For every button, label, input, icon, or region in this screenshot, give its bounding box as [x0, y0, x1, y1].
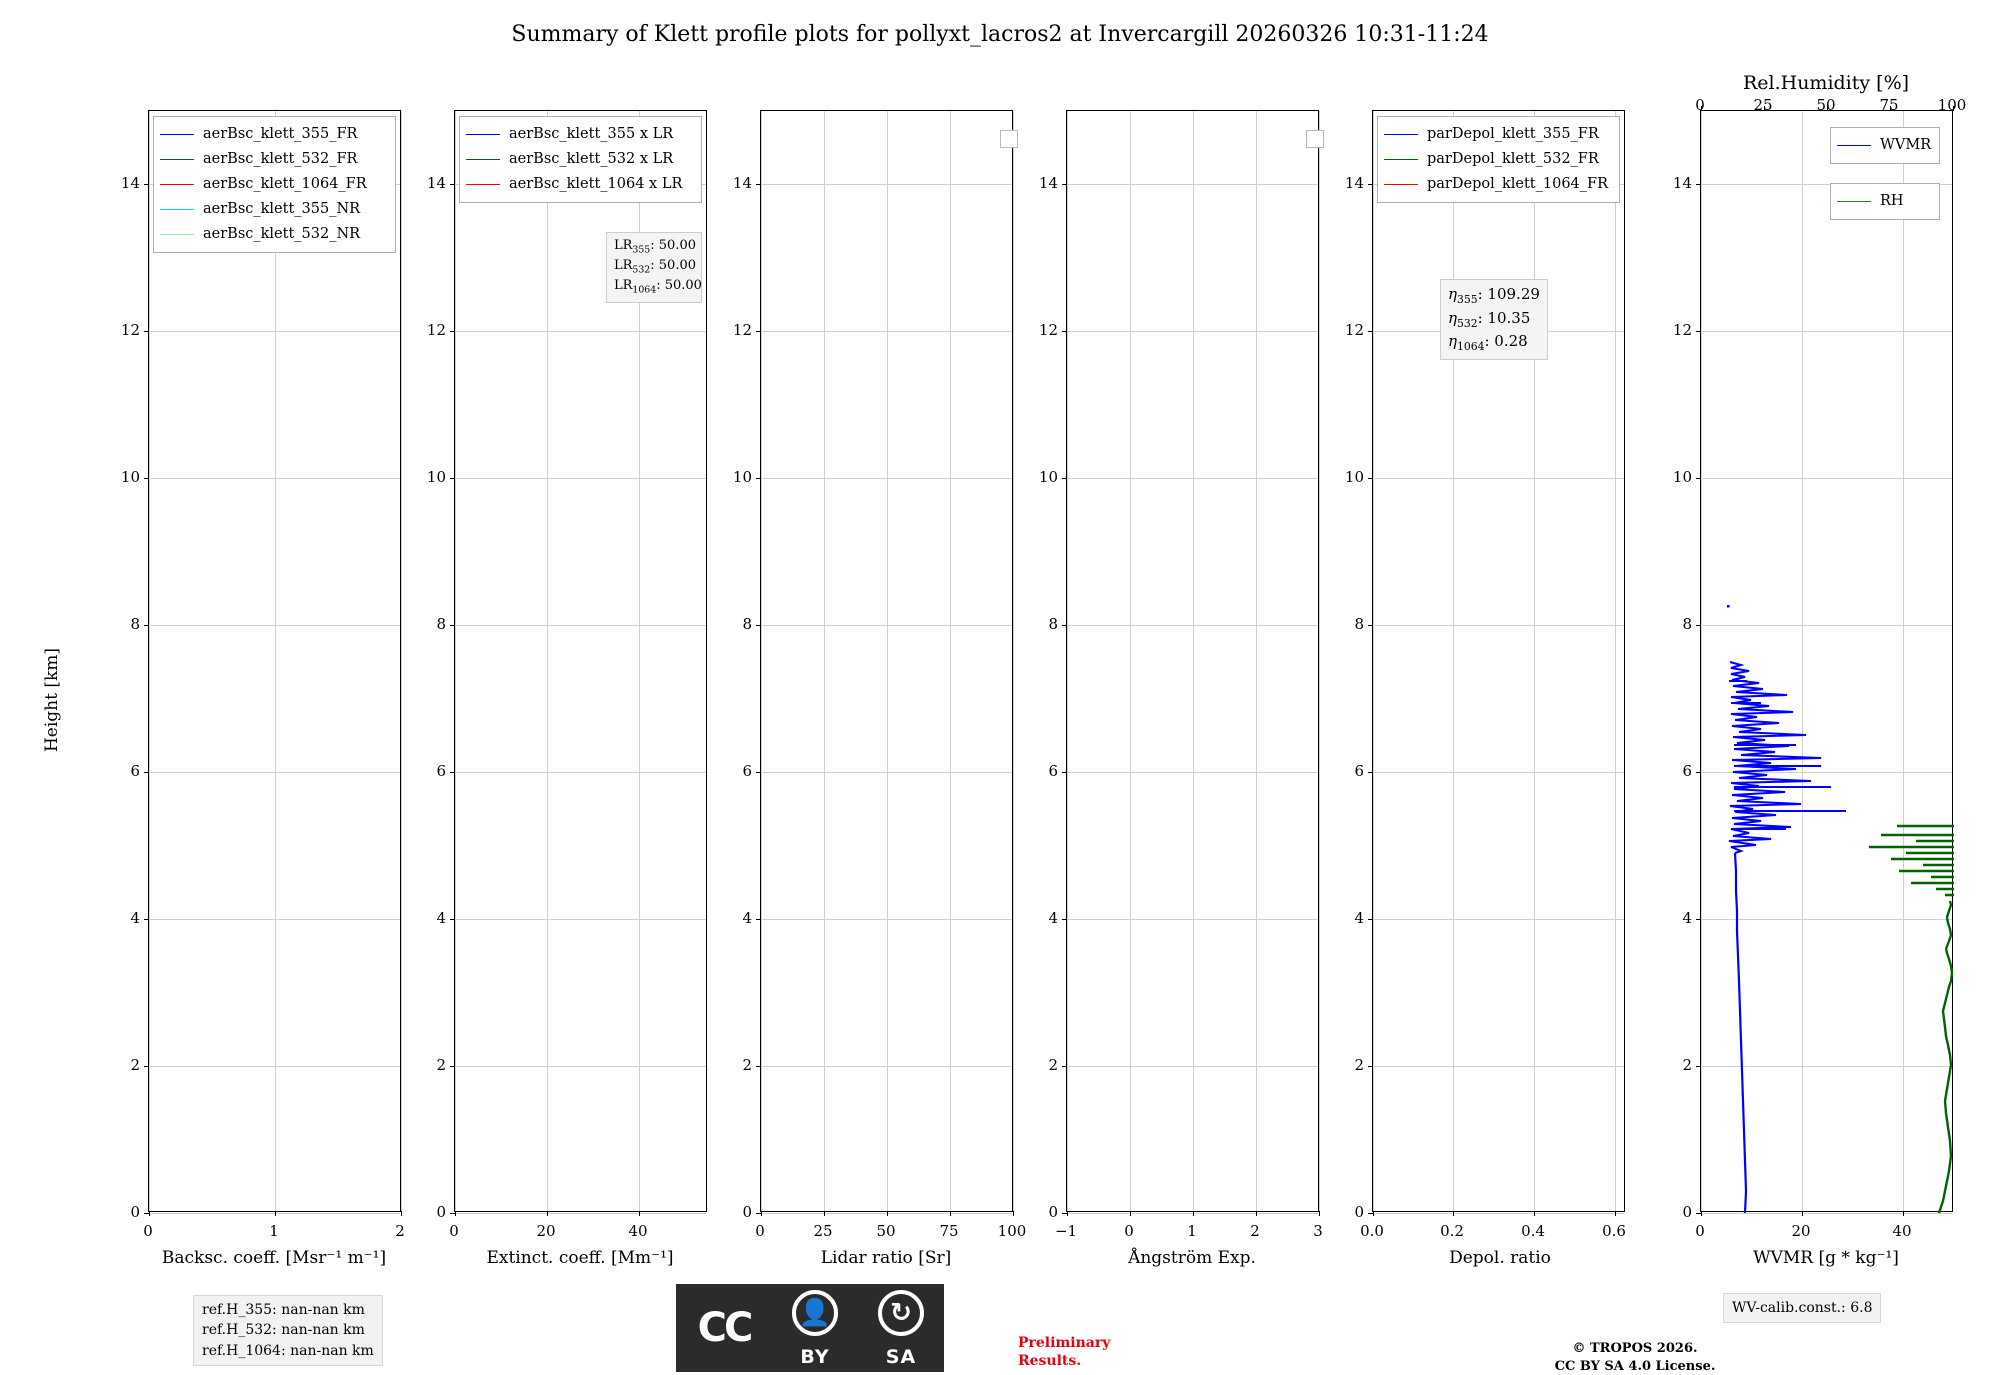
legend-line-icon: [1384, 184, 1418, 185]
y-tick-label: 4: [436, 909, 446, 927]
legend-item: [1384, 147, 1611, 172]
y-tick-label: 12: [426, 321, 446, 339]
x-tick-label: 40: [628, 1222, 648, 1240]
x-tick-label: 0.0: [1360, 1222, 1384, 1240]
legend-line-icon: [466, 159, 500, 160]
x-axis-label-extinction: Extinct. coeff. [Mm⁻¹]: [486, 1248, 674, 1268]
x-tick-label: 100: [997, 1222, 1027, 1240]
x-tick-label: 0: [449, 1222, 459, 1240]
y-tick-label: 6: [1354, 762, 1364, 780]
lidar-ratio-info-box: [606, 232, 702, 303]
y-tick-label: 2: [130, 1056, 140, 1074]
share-alike-icon: ↻: [878, 1290, 924, 1336]
legend-label: aerBsc_klett_532 x LR: [509, 151, 674, 168]
y-tick-label: 2: [742, 1056, 752, 1074]
y-tick-label: 8: [436, 615, 446, 633]
legend-label: WVMR: [1880, 137, 1932, 154]
y-tick-label: 12: [120, 321, 140, 339]
top-x-tick-label: 25: [1753, 96, 1773, 114]
preliminary-line-2: Results.: [1018, 1353, 1082, 1370]
x-tick-label: 20: [1791, 1222, 1811, 1240]
x-tick-label: 75: [939, 1222, 959, 1240]
y-tick-label: 12: [1038, 321, 1058, 339]
legend-line-icon: [160, 134, 194, 135]
x-tick-label: −1: [1054, 1222, 1078, 1240]
lr-532-value: $LR_{532}$: 50.00: [614, 258, 696, 276]
legend-label: parDepol_klett_355_FR: [1427, 126, 1599, 143]
y-tick-label: 10: [120, 468, 140, 486]
y-tick-label: 10: [1038, 468, 1058, 486]
legend-label: aerBsc_klett_355_FR: [203, 126, 358, 143]
legend-label: RH: [1880, 193, 1904, 210]
legend-backscatter: [153, 116, 396, 253]
top-x-tick-label: 100: [1937, 96, 1967, 114]
x-tick-label: 0: [755, 1222, 765, 1240]
top-x-tick-label: 0: [1695, 96, 1705, 114]
cc-terms: [772, 1284, 944, 1372]
y-tick-label: 14: [1038, 174, 1058, 192]
x-tick-label: 0.4: [1521, 1222, 1545, 1240]
preliminary-results-note: [1018, 1334, 1110, 1370]
y-tick-label: 8: [742, 615, 752, 633]
y-tick-label: 14: [1672, 174, 1692, 192]
y-tick-label: 10: [426, 468, 446, 486]
y-tick-label: 0: [130, 1203, 140, 1221]
x-tick-label: 0.6: [1602, 1222, 1626, 1240]
y-tick-label: 14: [120, 174, 140, 192]
y-tick-label: 0: [1682, 1203, 1692, 1221]
legend-item: [160, 147, 387, 172]
legend-label: aerBsc_klett_1064_FR: [203, 176, 367, 193]
y-tick-label: 8: [1682, 615, 1692, 633]
eta-355-value: $\eta_{355}$: 109.29: [1448, 285, 1540, 306]
y-tick-label: 10: [1344, 468, 1364, 486]
legend-item: [1837, 133, 1931, 158]
x-axis-label-depol-ratio: Depol. ratio: [1449, 1248, 1551, 1268]
copyright-line-2: CC BY SA 4.0 License.: [1554, 1358, 1716, 1374]
legend-label: aerBsc_klett_1064 x LR: [509, 176, 683, 193]
reference-heights-box: [193, 1295, 383, 1366]
x-tick-label: 40: [1892, 1222, 1912, 1240]
empty-legend-box-lidar-ratio: [1000, 130, 1018, 148]
panel-lidar-ratio: [760, 110, 1013, 1212]
legend-line-icon: [1837, 201, 1871, 202]
cc-sa-cell: [858, 1284, 944, 1372]
legend-line-icon: [1384, 159, 1418, 160]
legend-label: parDepol_klett_532_FR: [1427, 151, 1599, 168]
x-tick-label: 0.2: [1440, 1222, 1464, 1240]
legend-item: [160, 172, 387, 197]
x-tick-label: 0: [1124, 1222, 1134, 1240]
person-icon: 👤: [792, 1290, 838, 1336]
y-tick-label: 2: [1048, 1056, 1058, 1074]
legend-line-icon: [160, 184, 194, 185]
legend-label: aerBsc_klett_532_FR: [203, 151, 358, 168]
y-tick-label: 0: [1354, 1203, 1364, 1221]
ref-h-355: ref.H_355: nan-nan km: [202, 1302, 365, 1318]
x-axis-label-angstrom: Ångström Exp.: [1128, 1248, 1256, 1268]
y-tick-label: 6: [436, 762, 446, 780]
x-axis-label-wvmr: WVMR [g * kg⁻¹]: [1753, 1248, 1899, 1268]
y-tick-label: 10: [732, 468, 752, 486]
x-tick-label: 50: [876, 1222, 896, 1240]
legend-line-icon: [160, 159, 194, 160]
legend-item: [466, 172, 693, 197]
y-tick-label: 0: [1048, 1203, 1058, 1221]
legend-item: [1837, 189, 1931, 214]
legend-label: aerBsc_klett_532_NR: [203, 226, 361, 243]
y-tick-label: 6: [742, 762, 752, 780]
cc-by-label: BY: [800, 1346, 830, 1368]
panel-wvmr-rh: [1700, 110, 1953, 1212]
y-tick-label: 8: [1048, 615, 1058, 633]
empty-legend-box-angstrom: [1306, 130, 1324, 148]
y-tick-label: 2: [1354, 1056, 1364, 1074]
y-tick-label: 12: [1672, 321, 1692, 339]
legend-depol-ratio: [1377, 116, 1620, 203]
x-tick-label: 3: [1313, 1222, 1323, 1240]
y-tick-label: 12: [1344, 321, 1364, 339]
x-tick-label: 2: [1250, 1222, 1260, 1240]
y-tick-label: 12: [732, 321, 752, 339]
legend-line-icon: [1384, 134, 1418, 135]
legend-item: [466, 147, 693, 172]
x-tick-label: 25: [813, 1222, 833, 1240]
legend-line-icon: [466, 134, 500, 135]
top-x-tick-label: 75: [1879, 96, 1899, 114]
legend-line-icon: [1837, 145, 1871, 146]
legend-item: [466, 122, 693, 147]
eta-1064-value: $\eta_{1064}$: 0.28: [1448, 332, 1528, 354]
y-tick-label: 2: [436, 1056, 446, 1074]
legend-rh: [1830, 183, 1940, 220]
x-tick-label: 1: [269, 1222, 279, 1240]
y-tick-label: 14: [732, 174, 752, 192]
ref-h-1064: ref.H_1064: nan-nan km: [202, 1342, 374, 1359]
y-tick-label: 8: [130, 615, 140, 633]
legend-label: aerBsc_klett_355 x LR: [509, 126, 674, 143]
y-tick-label: 6: [1048, 762, 1058, 780]
cc-logo-text: CC: [697, 1305, 751, 1351]
copyright-line-1: © TROPOS 2026.: [1572, 1341, 1698, 1356]
y-tick-label: 2: [1682, 1056, 1692, 1074]
legend-wvmr: [1830, 127, 1940, 164]
y-tick-label: 6: [1682, 762, 1692, 780]
legend-label: parDepol_klett_1064_FR: [1427, 176, 1609, 193]
cc-by-cell: [772, 1284, 858, 1372]
preliminary-line-1: Preliminary: [1018, 1335, 1111, 1351]
lr-1064-value: $LR_{1064}$: 50.00: [614, 278, 702, 297]
legend-item: [1384, 172, 1611, 197]
y-tick-label: 4: [1354, 909, 1364, 927]
x-axis-label-lidar-ratio: Lidar ratio [Sr]: [820, 1248, 952, 1268]
y-tick-label: 6: [130, 762, 140, 780]
x-tick-label: 1: [1187, 1222, 1197, 1240]
x-tick-label: 20: [536, 1222, 556, 1240]
panel-angstrom: [1066, 110, 1319, 1212]
y-tick-label: 10: [1672, 468, 1692, 486]
x-axis-label-backscatter: Backsc. coeff. [Msr⁻¹ m⁻¹]: [161, 1248, 387, 1268]
x-tick-label: 2: [395, 1222, 405, 1240]
y-tick-label: 14: [426, 174, 446, 192]
legend-item: [160, 197, 387, 222]
y-axis-label: Height [km]: [42, 647, 62, 753]
cc-logo: [676, 1284, 772, 1372]
copyright-note: [1525, 1340, 1745, 1375]
wvmr-rh-data-traces: [1701, 111, 1954, 1213]
eta-532-value: $\eta_{532}$: 10.35: [1448, 308, 1531, 330]
legend-line-icon: [466, 184, 500, 185]
y-tick-label: 8: [1354, 615, 1364, 633]
y-tick-label: 4: [1048, 909, 1058, 927]
top-axis-label-rh: Rel.Humidity [%]: [1742, 72, 1910, 94]
y-tick-label: 4: [1682, 909, 1692, 927]
panel-depol-ratio: [1372, 110, 1625, 1212]
page-title: Summary of Klett profile plots for pollyxt_lacros2 at Invercargill 20260326 10:31-11:24: [511, 22, 1489, 47]
legend-line-icon: [160, 234, 194, 235]
y-tick-label: 14: [1344, 174, 1364, 192]
legend-line-icon: [160, 209, 194, 210]
y-tick-label: 4: [742, 909, 752, 927]
legend-item: [160, 122, 387, 147]
y-tick-label: 4: [130, 909, 140, 927]
panel-backscatter: [148, 110, 401, 1212]
legend-item: [1384, 122, 1611, 147]
eta-info-box: [1440, 279, 1548, 360]
legend-item: [160, 222, 387, 247]
top-x-tick-label: 50: [1816, 96, 1836, 114]
x-tick-label: 0: [143, 1222, 153, 1240]
x-tick-label: 0: [1695, 1222, 1705, 1240]
ref-h-532: ref.H_532: nan-nan km: [202, 1322, 365, 1339]
wv-calibration-note: WV-calib.const.: 6.8: [1723, 1293, 1881, 1323]
y-tick-label: 0: [742, 1203, 752, 1221]
legend-extinction: [459, 116, 702, 203]
cc-sa-label: SA: [885, 1346, 917, 1368]
y-tick-label: 0: [436, 1203, 446, 1221]
lr-355-value: $LR_{355}$: 50.00: [614, 238, 696, 256]
legend-label: aerBsc_klett_355_NR: [203, 201, 361, 218]
